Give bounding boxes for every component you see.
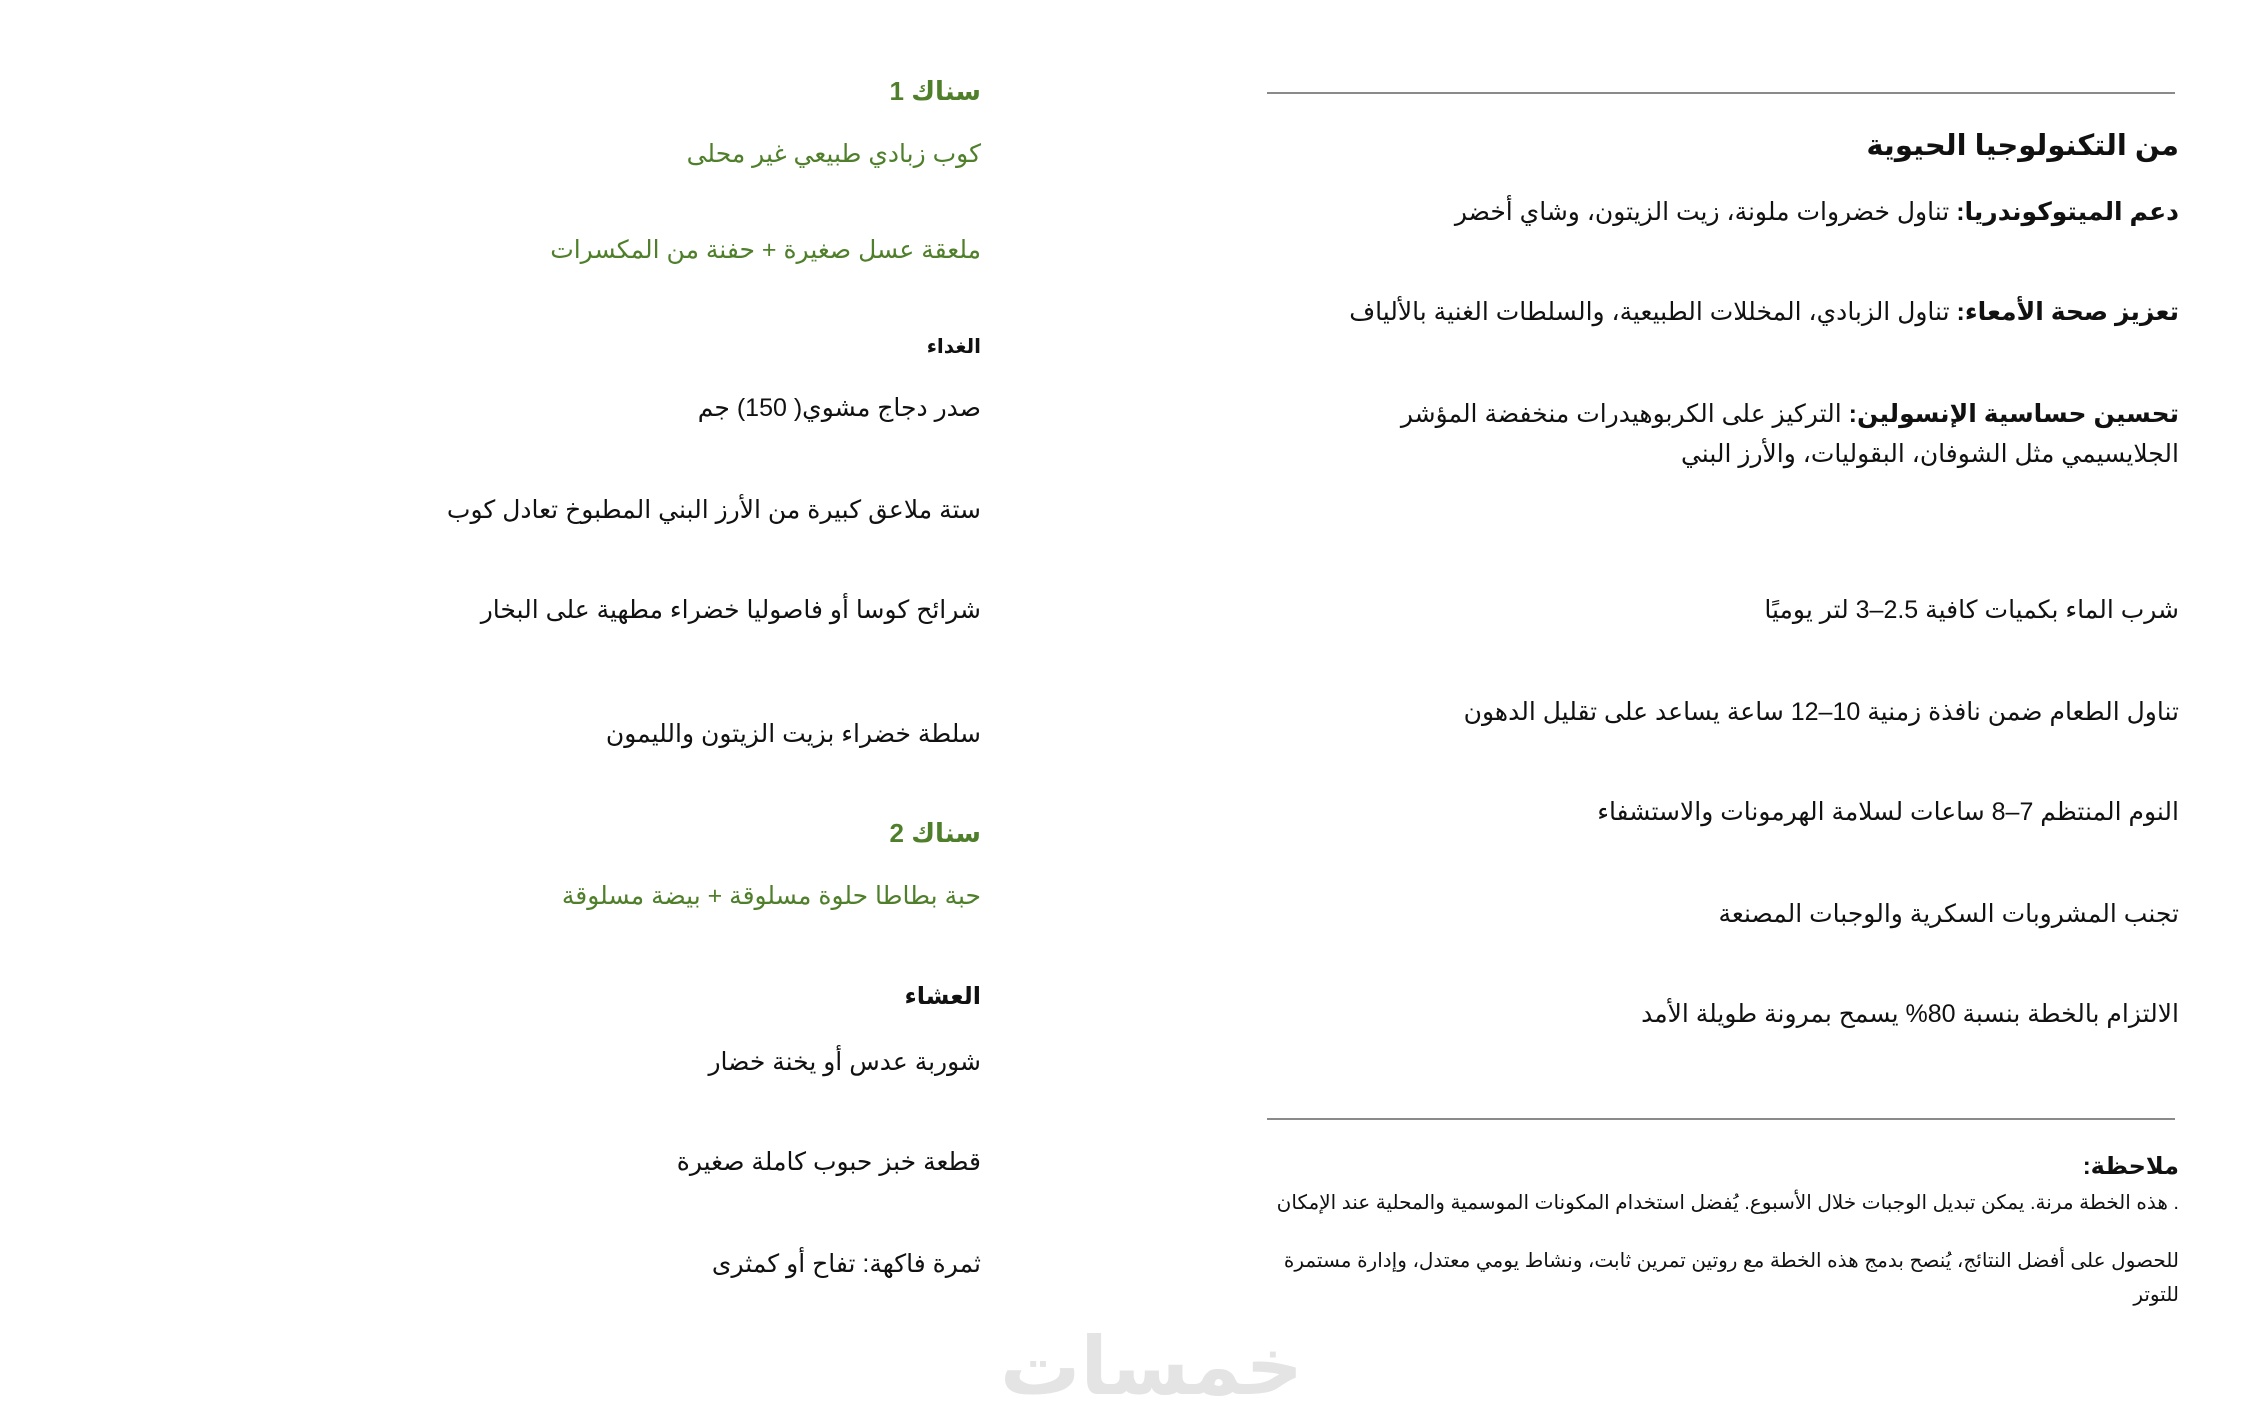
- dinner-title: العشاء: [904, 983, 981, 1010]
- snack1-item-2: ملعقة عسل صغيرة + حفنة من المكسرات: [550, 236, 981, 264]
- lunch-item-3: شرائح كوسا أو فاصوليا خضراء مطهية على البخار: [480, 596, 981, 624]
- lunch-item-2: ستة ملاعق كبيرة من الأرز البني المطبوخ تعادل كوب: [446, 496, 981, 524]
- note-line-2: للحصول على أفضل النتائج، يُنصح بدمج هذه الخطة مع روتين تمرين ثابت، ونشاط يومي معتدل، وإدارة مستمرة للتوتر: [1283, 1250, 2179, 1306]
- snack1-item-1: كوب زبادي طبيعي غير محلى: [686, 140, 981, 168]
- dinner-item-3: ثمرة فاكهة: تفاح أو كمثرى: [711, 1250, 981, 1278]
- snack2-item-1: حبة بطاطا حلوة مسلوقة + بيضة مسلوقة: [561, 882, 981, 910]
- tip-label: تعزيز صحة الأمعاء:: [1956, 298, 2179, 326]
- note-line-1: . هذه الخطة مرنة. يمكن تبديل الوجبات خلال الأسبوع. يُفضل استخدام المكونات الموسمية والمحلية عند الإمكان: [1276, 1192, 2179, 1214]
- watermark-logo: خمسات: [1000, 1322, 1304, 1411]
- tip-text: تناول الزبادي، المخللات الطبيعية، والسلطات الغنية بالألياف: [1349, 298, 1957, 326]
- tip-text: تناول خضروات ملونة، زيت الزيتون، وشاي أخضر: [1454, 198, 1957, 226]
- section-title: من التكنولوجيا الحيوية: [1866, 130, 2179, 162]
- tip-insulin: [1279, 394, 2179, 474]
- tip-label: دعم الميتوكوندريا:: [1956, 198, 2179, 226]
- tip-mitochondria: [1455, 192, 2179, 232]
- tip-water: شرب الماء بكميات كافية 2.5–3 لتر يوميًا: [1764, 596, 2179, 624]
- tip-avoid-sugar: تجنب المشروبات السكرية والوجبات المصنعة: [1718, 900, 2179, 928]
- tip-commitment: الالتزام بالخطة بنسبة 80% يسمح بمرونة طويلة الأمد: [1641, 1000, 2179, 1028]
- right-column: [1239, 0, 2179, 1414]
- tip-gut-health: [1349, 292, 2179, 332]
- snack1-title: سناك 1: [889, 76, 981, 106]
- snack2-title: سناك 2: [889, 818, 981, 848]
- lunch-item-4: سلطة خضراء بزيت الزيتون والليمون: [605, 720, 981, 748]
- left-column: [341, 0, 981, 1414]
- lunch-item-1: صدر دجاج مشوي( 150) جم: [697, 394, 981, 422]
- note-title: ملاحظة:: [2082, 1153, 2179, 1180]
- dinner-item-2: قطعة خبز حبوب كاملة صغيرة: [676, 1148, 981, 1176]
- tip-label: تحسين حساسية الإنسولين:: [1848, 400, 2179, 428]
- dinner-item-1: شوربة عدس أو يخنة خضار: [708, 1048, 981, 1076]
- tip-text: التركيز على الكربوهيدرات منخفضة المؤشر الجلايسيمي مثل الشوفان، البقوليات، والأرز البني: [1400, 400, 2179, 468]
- tip-eating-window: تناول الطعام ضمن نافذة زمنية 10–12 ساعة يساعد على تقليل الدهون: [1463, 698, 2179, 726]
- tip-sleep: النوم المنتظم 7–8 ساعات لسلامة الهرمونات والاستشفاء: [1597, 798, 2179, 826]
- lunch-title: الغداء: [926, 336, 981, 358]
